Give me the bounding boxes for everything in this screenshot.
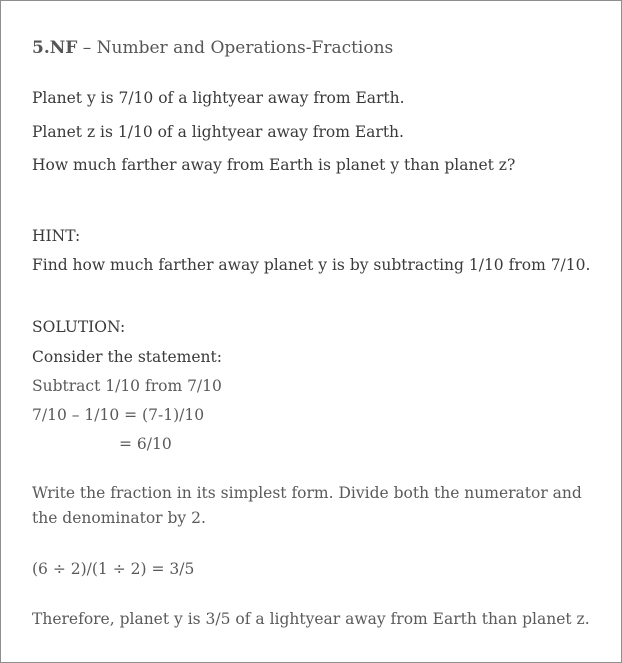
solution-step-3: = 6/10 [119,435,172,453]
hint-text: Find how much farther away planet y is by subtracting 1/10 from 7/10. [32,256,591,274]
question-line-3: How much farther away from Earth is planet y than planet z? [32,156,516,174]
page-title [32,38,393,58]
solution-label: SOLUTION: [32,318,126,336]
question-line-1: Planet y is 7/10 of a lightyear away from Earth. [32,89,405,107]
solution-conclusion: Therefore, planet y is 3/5 of a lightyear away from Earth than planet z. [32,610,590,628]
title-dash: – [77,38,97,58]
solution-step-2: 7/10 – 1/10 = (7-1)/10 [32,406,205,424]
question-line-2: Planet z is 1/10 of a lightyear away from Earth. [32,123,404,141]
simplify-computation: (6 ÷ 2)/(1 ÷ 2) = 3/5 [32,560,195,578]
solution-intro: Consider the statement: [32,348,222,366]
standard-title: Number and Operations-Fractions [96,38,394,58]
solution-step-1: Subtract 1/10 from 7/10 [32,377,222,395]
standard-code: 5.NF [32,38,78,58]
simplify-instruction: Write the fraction in its simplest form. Divide both the numerator and the denominator by 2. [32,484,582,527]
hint-label: HINT: [32,227,81,245]
